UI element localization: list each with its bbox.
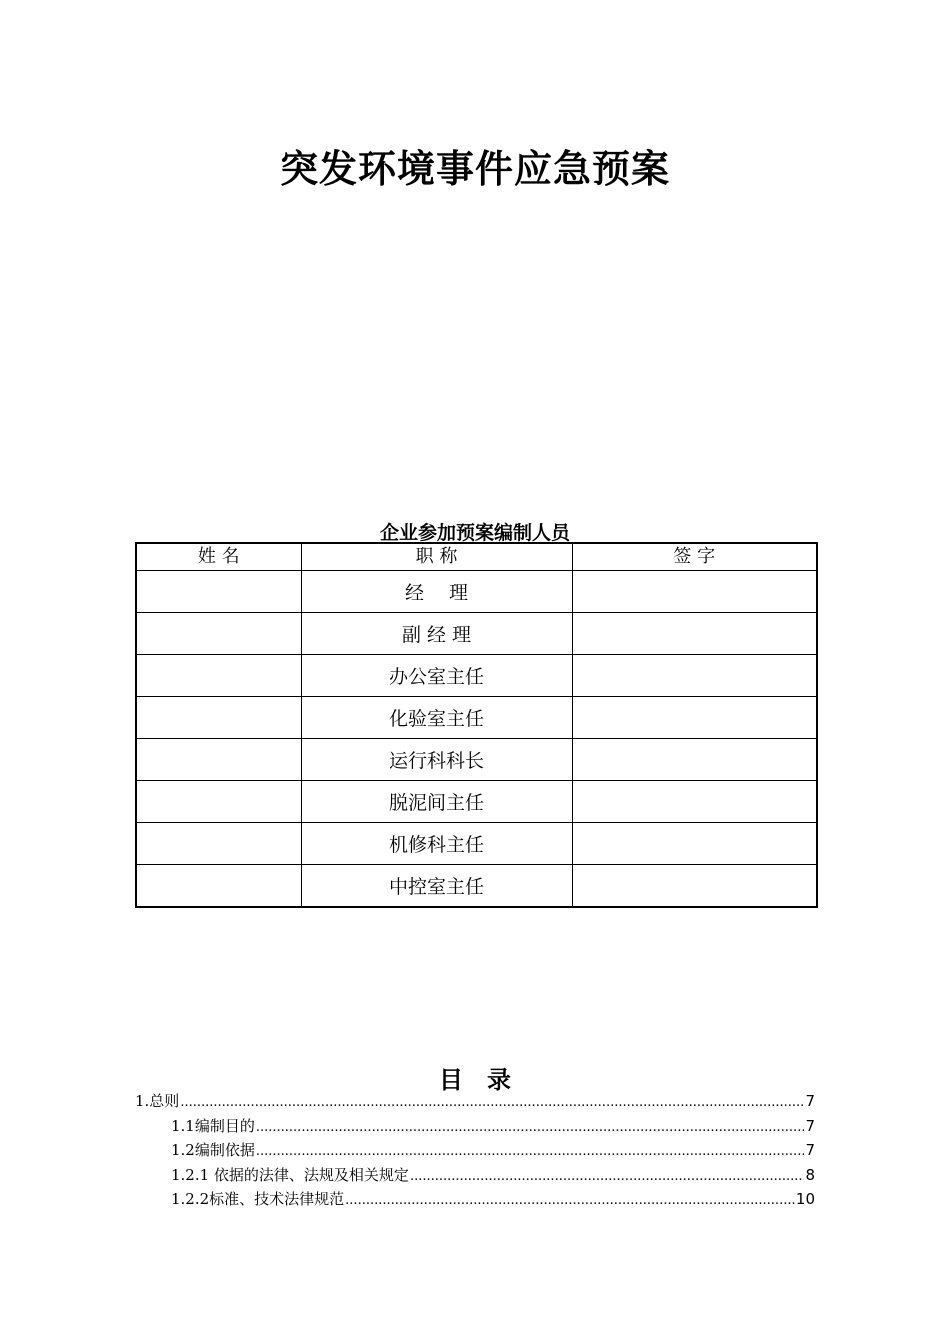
toc-entry[interactable] [135,1188,815,1213]
header-signature: 签 字 [572,543,817,571]
title-cell: 经 理 [301,571,572,613]
name-cell [136,571,301,613]
staff-table-caption: 企业参加预案编制人员 [379,522,570,544]
name-cell [136,655,301,697]
title-cell: 化验室主任 [301,697,572,739]
name-cell [136,613,301,655]
toc-entry-page: 10 [795,1190,815,1208]
signature-cell [572,739,817,781]
title-cell: 副 经 理 [301,613,572,655]
table-row [136,697,817,739]
toc-dot-leader [256,1144,805,1159]
title-cell: 机修科主任 [301,823,572,865]
staff-table-header-row [136,543,817,571]
toc-entry-page: 7 [805,1116,815,1135]
toc-entry-label: 1.2.1 依据的法律、法规及相关规定 [171,1165,409,1184]
title-cell: 脱泥间主任 [301,781,572,823]
toc-entry-label: 1.2编制依据 [171,1141,255,1159]
table-row [136,739,817,781]
toc-heading: 目 录 [439,1065,511,1094]
table-row [136,823,817,865]
header-name: 姓 名 [136,543,301,571]
title-cell: 运行科科长 [301,739,572,781]
name-cell [136,739,301,781]
signature-cell [572,823,817,865]
toc-entry[interactable] [135,1090,815,1115]
toc-entry-label: 1.1编制目的 [171,1116,255,1135]
signature-cell [572,571,817,613]
table-of-contents [135,1090,815,1213]
signature-cell [572,655,817,697]
table-row [136,613,817,655]
table-row [136,571,817,613]
toc-dot-leader [410,1169,805,1184]
signature-cell [572,865,817,908]
toc-entry[interactable] [135,1115,815,1140]
toc-entry[interactable] [135,1164,815,1189]
toc-entry-label: 1.总则 [135,1092,180,1110]
toc-entry[interactable] [135,1139,815,1164]
table-row [136,865,817,908]
staff-table [135,542,818,908]
toc-dot-leader [256,1120,805,1135]
signature-cell [572,781,817,823]
name-cell [136,865,301,908]
name-cell [136,781,301,823]
document-title: 突发环境事件应急预案 [279,146,670,191]
toc-dot-leader [345,1193,795,1208]
signature-cell [572,697,817,739]
signature-cell [572,613,817,655]
name-cell [136,697,301,739]
toc-entry-page: 7 [805,1092,815,1110]
title-cell: 中控室主任 [301,865,572,908]
title-cell: 办公室主任 [301,655,572,697]
toc-entry-page: 8 [805,1165,815,1184]
table-row [136,655,817,697]
table-row [136,781,817,823]
header-title: 职 称 [301,543,572,571]
name-cell [136,823,301,865]
toc-dot-leader [180,1095,804,1110]
toc-entry-label: 1.2.2标准、技术法律规范 [171,1190,345,1208]
toc-entry-page: 7 [805,1141,815,1159]
